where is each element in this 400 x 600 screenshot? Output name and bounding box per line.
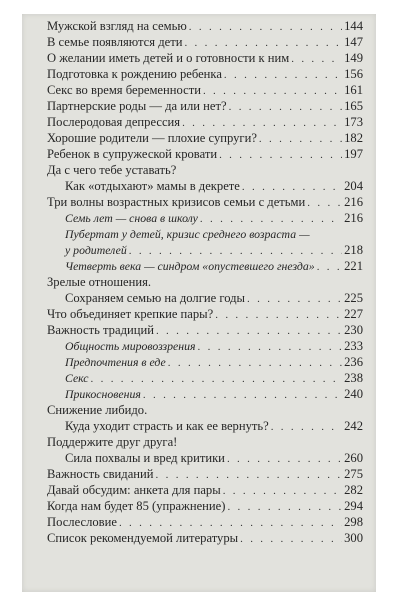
toc-entry [47, 418, 363, 434]
toc-title: Снижение либидо. [47, 403, 148, 417]
leader-dots [156, 467, 343, 482]
leader-dots [259, 131, 342, 146]
toc-entry-heading [47, 162, 363, 178]
toc-entry [47, 194, 363, 210]
leader-dots [271, 419, 342, 434]
leader-dots [156, 323, 342, 338]
leader-dots [143, 387, 342, 402]
leader-dots [203, 83, 342, 98]
leader-dots [219, 147, 342, 162]
toc-entry [47, 306, 363, 322]
toc-entry [47, 18, 363, 34]
toc-title: Хорошие родители — плохие супруги? [47, 131, 257, 145]
toc-title: Сохраняем семью на долгие годы [65, 291, 246, 305]
toc-title: Список рекомендуемой литературы [47, 531, 239, 545]
toc-entry [47, 178, 363, 194]
toc-page: 165 [344, 99, 363, 113]
toc-entry [47, 82, 363, 98]
toc-subentry [47, 370, 363, 386]
leader-dots [119, 515, 342, 530]
toc-title: Важность свиданий [47, 467, 154, 481]
leader-dots [291, 51, 342, 66]
toc-entry [47, 450, 363, 466]
toc-entry [47, 514, 363, 530]
toc-page: 216 [344, 195, 363, 209]
toc-page: 204 [344, 179, 363, 193]
toc-page: 240 [344, 387, 363, 401]
toc-entry [47, 146, 363, 162]
toc-page: 144 [344, 19, 363, 33]
toc-entry [47, 98, 363, 114]
leader-dots [168, 355, 342, 370]
toc-title: Ребенок в супружеской кровати [47, 147, 218, 161]
toc-entry [47, 50, 363, 66]
leader-dots [247, 291, 342, 306]
toc-entry-heading [47, 402, 363, 418]
toc-entry [47, 482, 363, 498]
toc-title: Что объединяет крепкие пары? [47, 307, 214, 321]
toc-title: Общность мировоззрения [65, 339, 196, 353]
toc-page: 216 [344, 211, 363, 225]
toc-entry-heading [47, 434, 363, 450]
leader-dots [129, 243, 342, 258]
toc-title: Партнерские роды — да или нет? [47, 99, 227, 113]
toc-title: Послеродовая депрессия [47, 115, 181, 129]
toc-page: 182 [344, 131, 363, 145]
leader-dots [240, 531, 342, 546]
toc-title: Куда уходит страсть и как ее вернуть? [65, 419, 269, 433]
toc-page: 260 [344, 451, 363, 465]
toc-entry-heading [47, 274, 363, 290]
toc-subentry [47, 258, 363, 274]
toc-entry [47, 322, 363, 338]
leader-dots [198, 339, 343, 354]
leader-dots [182, 115, 342, 130]
leader-dots [307, 195, 342, 210]
toc-subentry [47, 386, 363, 402]
leader-dots [229, 99, 343, 114]
toc-page: 282 [344, 483, 363, 497]
toc-title: Прикосновения [65, 387, 141, 401]
toc-page: 173 [344, 115, 363, 129]
toc-entry [47, 530, 363, 546]
toc-title: Три волны возрастных кризисов семьи с детьми [47, 195, 306, 209]
toc-title: Мужской взгляд на семью [47, 19, 187, 33]
toc-page: 147 [344, 35, 363, 49]
toc-title: Да с чего тебе уставать? [47, 163, 177, 177]
toc-title: В семье появляются дети [47, 35, 183, 49]
toc-title: Подготовка к рождению ребенка [47, 67, 222, 81]
toc-entry [47, 130, 363, 146]
toc-page: 236 [344, 355, 363, 369]
leader-dots [91, 371, 343, 386]
toc-title: Поддержите друг друга! [47, 435, 178, 449]
leader-dots [184, 35, 342, 50]
leader-dots [242, 179, 342, 194]
toc-page: 298 [344, 515, 363, 529]
toc-title: Когда нам будет 85 (упражнение) [47, 499, 226, 513]
leader-dots [317, 259, 342, 274]
toc-title: Сила похвалы и вред критики [65, 451, 225, 465]
table-of-contents [47, 18, 363, 546]
toc-page: 233 [344, 339, 363, 353]
leader-dots [215, 307, 342, 322]
toc-title: Как «отдыхают» мамы в декрете [65, 179, 240, 193]
toc-title: Пубертат у детей, кризис среднего возраста — [65, 227, 310, 241]
toc-page: 242 [344, 419, 363, 433]
toc-entry [47, 114, 363, 130]
toc-page: 221 [344, 259, 363, 273]
toc-subentry [47, 242, 363, 258]
toc-page: 161 [344, 83, 363, 97]
toc-page: 238 [344, 371, 363, 385]
toc-entry [47, 34, 363, 50]
toc-page: 197 [344, 147, 363, 161]
toc-title: Секс во время беременности [47, 83, 201, 97]
toc-page: 230 [344, 323, 363, 337]
leader-dots [223, 483, 342, 498]
toc-subentry [47, 338, 363, 354]
toc-page: 149 [344, 51, 363, 65]
toc-title: у родителей [65, 243, 127, 257]
toc-page: 275 [344, 467, 363, 481]
leader-dots [200, 211, 342, 226]
toc-title: Семь лет — снова в школу [65, 211, 198, 225]
toc-page: 156 [344, 67, 363, 81]
toc-page: 218 [344, 243, 363, 257]
toc-subentry-heading [47, 226, 363, 242]
toc-title: Послесловие [47, 515, 117, 529]
toc-title: Секс [65, 371, 89, 385]
toc-subentry [47, 210, 363, 226]
toc-title: Давай обсудим: анкета для пары [47, 483, 221, 497]
leader-dots [224, 67, 342, 82]
toc-title: О желании иметь детей и о готовности к ним [47, 51, 290, 65]
toc-page: 225 [344, 291, 363, 305]
toc-entry [47, 498, 363, 514]
toc-page: 294 [344, 499, 363, 513]
leader-dots [189, 19, 342, 34]
toc-title: Четверть века — синдром «опустевшего гнезда» [65, 259, 315, 273]
toc-entry [47, 66, 363, 82]
toc-entry [47, 466, 363, 482]
toc-page: 227 [344, 307, 363, 321]
toc-title: Важность традиций [47, 323, 154, 337]
toc-title: Зрелые отношения. [47, 275, 152, 289]
toc-entry [47, 290, 363, 306]
toc-title: Предпочтения в еде [65, 355, 166, 369]
toc-subentry [47, 354, 363, 370]
toc-page: 300 [344, 531, 363, 545]
leader-dots [227, 499, 342, 514]
leader-dots [227, 451, 342, 466]
